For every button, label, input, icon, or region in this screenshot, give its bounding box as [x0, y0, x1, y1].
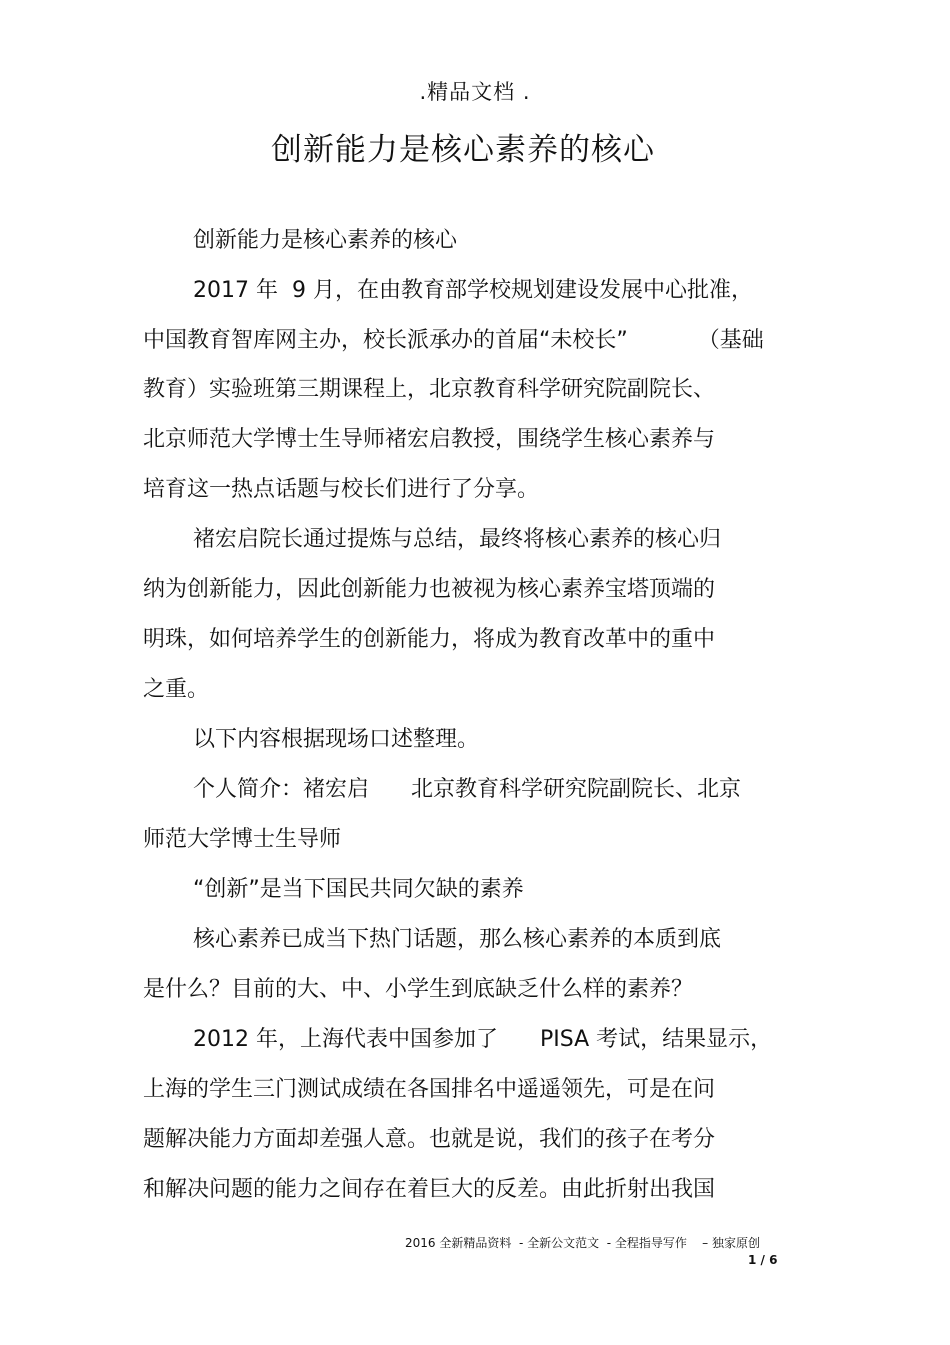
paragraph-line: 和解决问题的能力之间存在着巨大的反差。由此折射出我国 — [143, 1177, 716, 1202]
footer-text: 2016 全新精品资料 - 全新公文范文 - 全程指导写作 – 独家原创 — [405, 1236, 760, 1250]
paragraph-line: 以下内容根据现场口述整理。 — [193, 727, 480, 752]
paragraph-line: 是什么？目前的大、中、小学生到底缺乏什么样的素养？ — [143, 977, 694, 1002]
paragraph-line: 之重。 — [143, 677, 210, 702]
paragraph-line: 核心素养已成当下热门话题，那么核心素养的本质到底 — [193, 927, 722, 952]
paragraph-line: 上海的学生三门测试成绩在各国排名中遥遥领先，可是在问 — [143, 1077, 716, 1102]
subtitle-line: 创新能力是核心素养的核心 — [193, 228, 458, 253]
paragraph-line: 个人简介：褚宏启 北京教育科学研究院副院长、北京 — [193, 777, 741, 802]
paragraph-line: 师范大学博士生导师 — [143, 827, 342, 852]
document-title: 创新能力是核心素养的核心 — [271, 132, 655, 168]
paragraph-line: 北京师范大学博士生导师褚宏启教授，围绕学生核心素养与 — [143, 427, 716, 452]
paragraph-line: 纳为创新能力，因此创新能力也被视为核心素养宝塔顶端的 — [143, 577, 716, 602]
paragraph-line: 2012 年，上海代表中国参加了 PISA 考试，结果显示， — [193, 1027, 773, 1052]
paragraph-line: 中国教育智库网主办，校长派承办的首届“未校长” （基础 — [143, 328, 764, 353]
paragraph-line: 2017 年 9 月，在由教育部学校规划建设发展中心批准， — [193, 278, 753, 303]
page-number: 1 / 6 — [748, 1253, 778, 1267]
header-mark: .精品文档 . — [419, 80, 531, 104]
paragraph-line: 教育）实验班第三期课程上，北京教育科学研究院副院长、 — [143, 377, 716, 402]
paragraph-line: 明珠，如何培养学生的创新能力，将成为教育改革中的重中 — [143, 627, 716, 652]
paragraph-line: 培育这一热点话题与校长们进行了分享。 — [143, 477, 540, 502]
section-heading: “创新”是当下国民共同欠缺的素养 — [193, 877, 524, 902]
paragraph-line: 褚宏启院长通过提炼与总结，最终将核心素养的核心归 — [193, 527, 722, 552]
paragraph-line: 题解决能力方面却差强人意。也就是说，我们的孩子在考分 — [143, 1127, 716, 1152]
